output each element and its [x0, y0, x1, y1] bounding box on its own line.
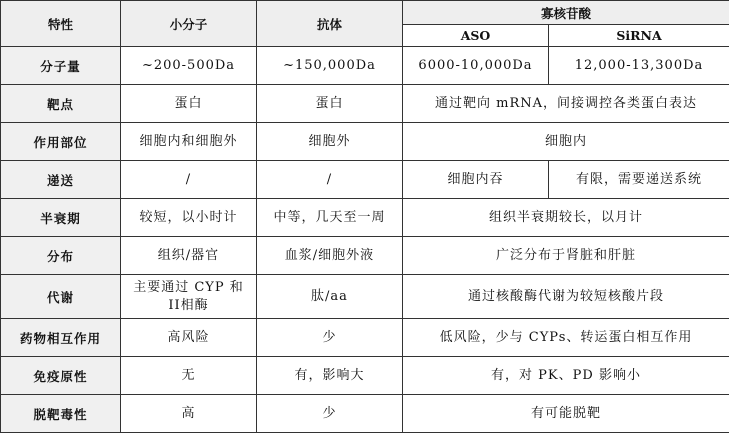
cell-sirna: 12,000-13,300Da [549, 47, 729, 85]
row-label: 半衰期 [1, 199, 121, 237]
cell-small-molecule [121, 275, 257, 319]
table-row [1, 161, 729, 199]
cell-antibody: ~150,000Da [257, 47, 403, 85]
cell-line: 主要通过 CYP 和 [123, 279, 254, 297]
row-label: 代谢 [1, 275, 121, 319]
cell-oligonucleotide: 有，对 PK、PD 影响小 [403, 357, 729, 395]
cell-oligonucleotide: 广泛分布于肾脏和肝脏 [403, 237, 729, 275]
cell-sirna: 有限，需要递送系统 [549, 161, 729, 199]
cell-oligonucleotide: 通过核酸酶代谢为较短核酸片段 [403, 275, 729, 319]
cell-antibody: 少 [257, 319, 403, 357]
table-row [1, 47, 729, 85]
cell-antibody: 肽/aa [257, 275, 403, 319]
cell-oligonucleotide: 有可能脱靶 [403, 395, 729, 433]
table-row [1, 237, 729, 275]
table-row [1, 319, 729, 357]
cell-oligonucleotide: 细胞内 [403, 123, 729, 161]
table-row [1, 199, 729, 237]
header-row [1, 1, 729, 25]
row-label: 靶点 [1, 85, 121, 123]
cell-line: II相酶 [123, 297, 254, 315]
cell-small-molecule: 无 [121, 357, 257, 395]
cell-small-molecule: 组织/器官 [121, 237, 257, 275]
cell-antibody: 少 [257, 395, 403, 433]
header-oligonucleotide: 寡核苷酸 [403, 1, 729, 25]
table-row [1, 357, 729, 395]
cell-oligonucleotide: 低风险，少与 CYPs、转运蛋白相互作用 [403, 319, 729, 357]
header-feature: 特性 [1, 1, 121, 47]
header-antibody: 抗体 [257, 1, 403, 47]
cell-antibody: / [257, 161, 403, 199]
row-label: 作用部位 [1, 123, 121, 161]
row-label: 药物相互作用 [1, 319, 121, 357]
table-row [1, 85, 729, 123]
cell-antibody: 蛋白 [257, 85, 403, 123]
cell-antibody: 细胞外 [257, 123, 403, 161]
cell-small-molecule: 蛋白 [121, 85, 257, 123]
cell-aso: 细胞内吞 [403, 161, 549, 199]
cell-small-molecule: 较短，以小时计 [121, 199, 257, 237]
cell-antibody: 有，影响大 [257, 357, 403, 395]
row-label: 免疫原性 [1, 357, 121, 395]
cell-small-molecule: / [121, 161, 257, 199]
header-small-molecule: 小分子 [121, 1, 257, 47]
cell-small-molecule: 高风险 [121, 319, 257, 357]
cell-antibody: 血浆/细胞外液 [257, 237, 403, 275]
header-sirna: SiRNA [549, 25, 729, 47]
cell-antibody: 中等，几天至一周 [257, 199, 403, 237]
cell-oligonucleotide: 通过靶向 mRNA，间接调控各类蛋白表达 [403, 85, 729, 123]
cell-small-molecule: ~200-500Da [121, 47, 257, 85]
cell-small-molecule: 细胞内和细胞外 [121, 123, 257, 161]
row-label: 递送 [1, 161, 121, 199]
cell-aso: 6000-10,000Da [403, 47, 549, 85]
table-row [1, 395, 729, 433]
table-row [1, 123, 729, 161]
table-row [1, 275, 729, 319]
cell-small-molecule: 高 [121, 395, 257, 433]
row-label: 分子量 [1, 47, 121, 85]
cell-oligonucleotide: 组织半衰期较长，以月计 [403, 199, 729, 237]
header-aso: ASO [403, 25, 549, 47]
row-label: 分布 [1, 237, 121, 275]
row-label: 脱靶毒性 [1, 395, 121, 433]
